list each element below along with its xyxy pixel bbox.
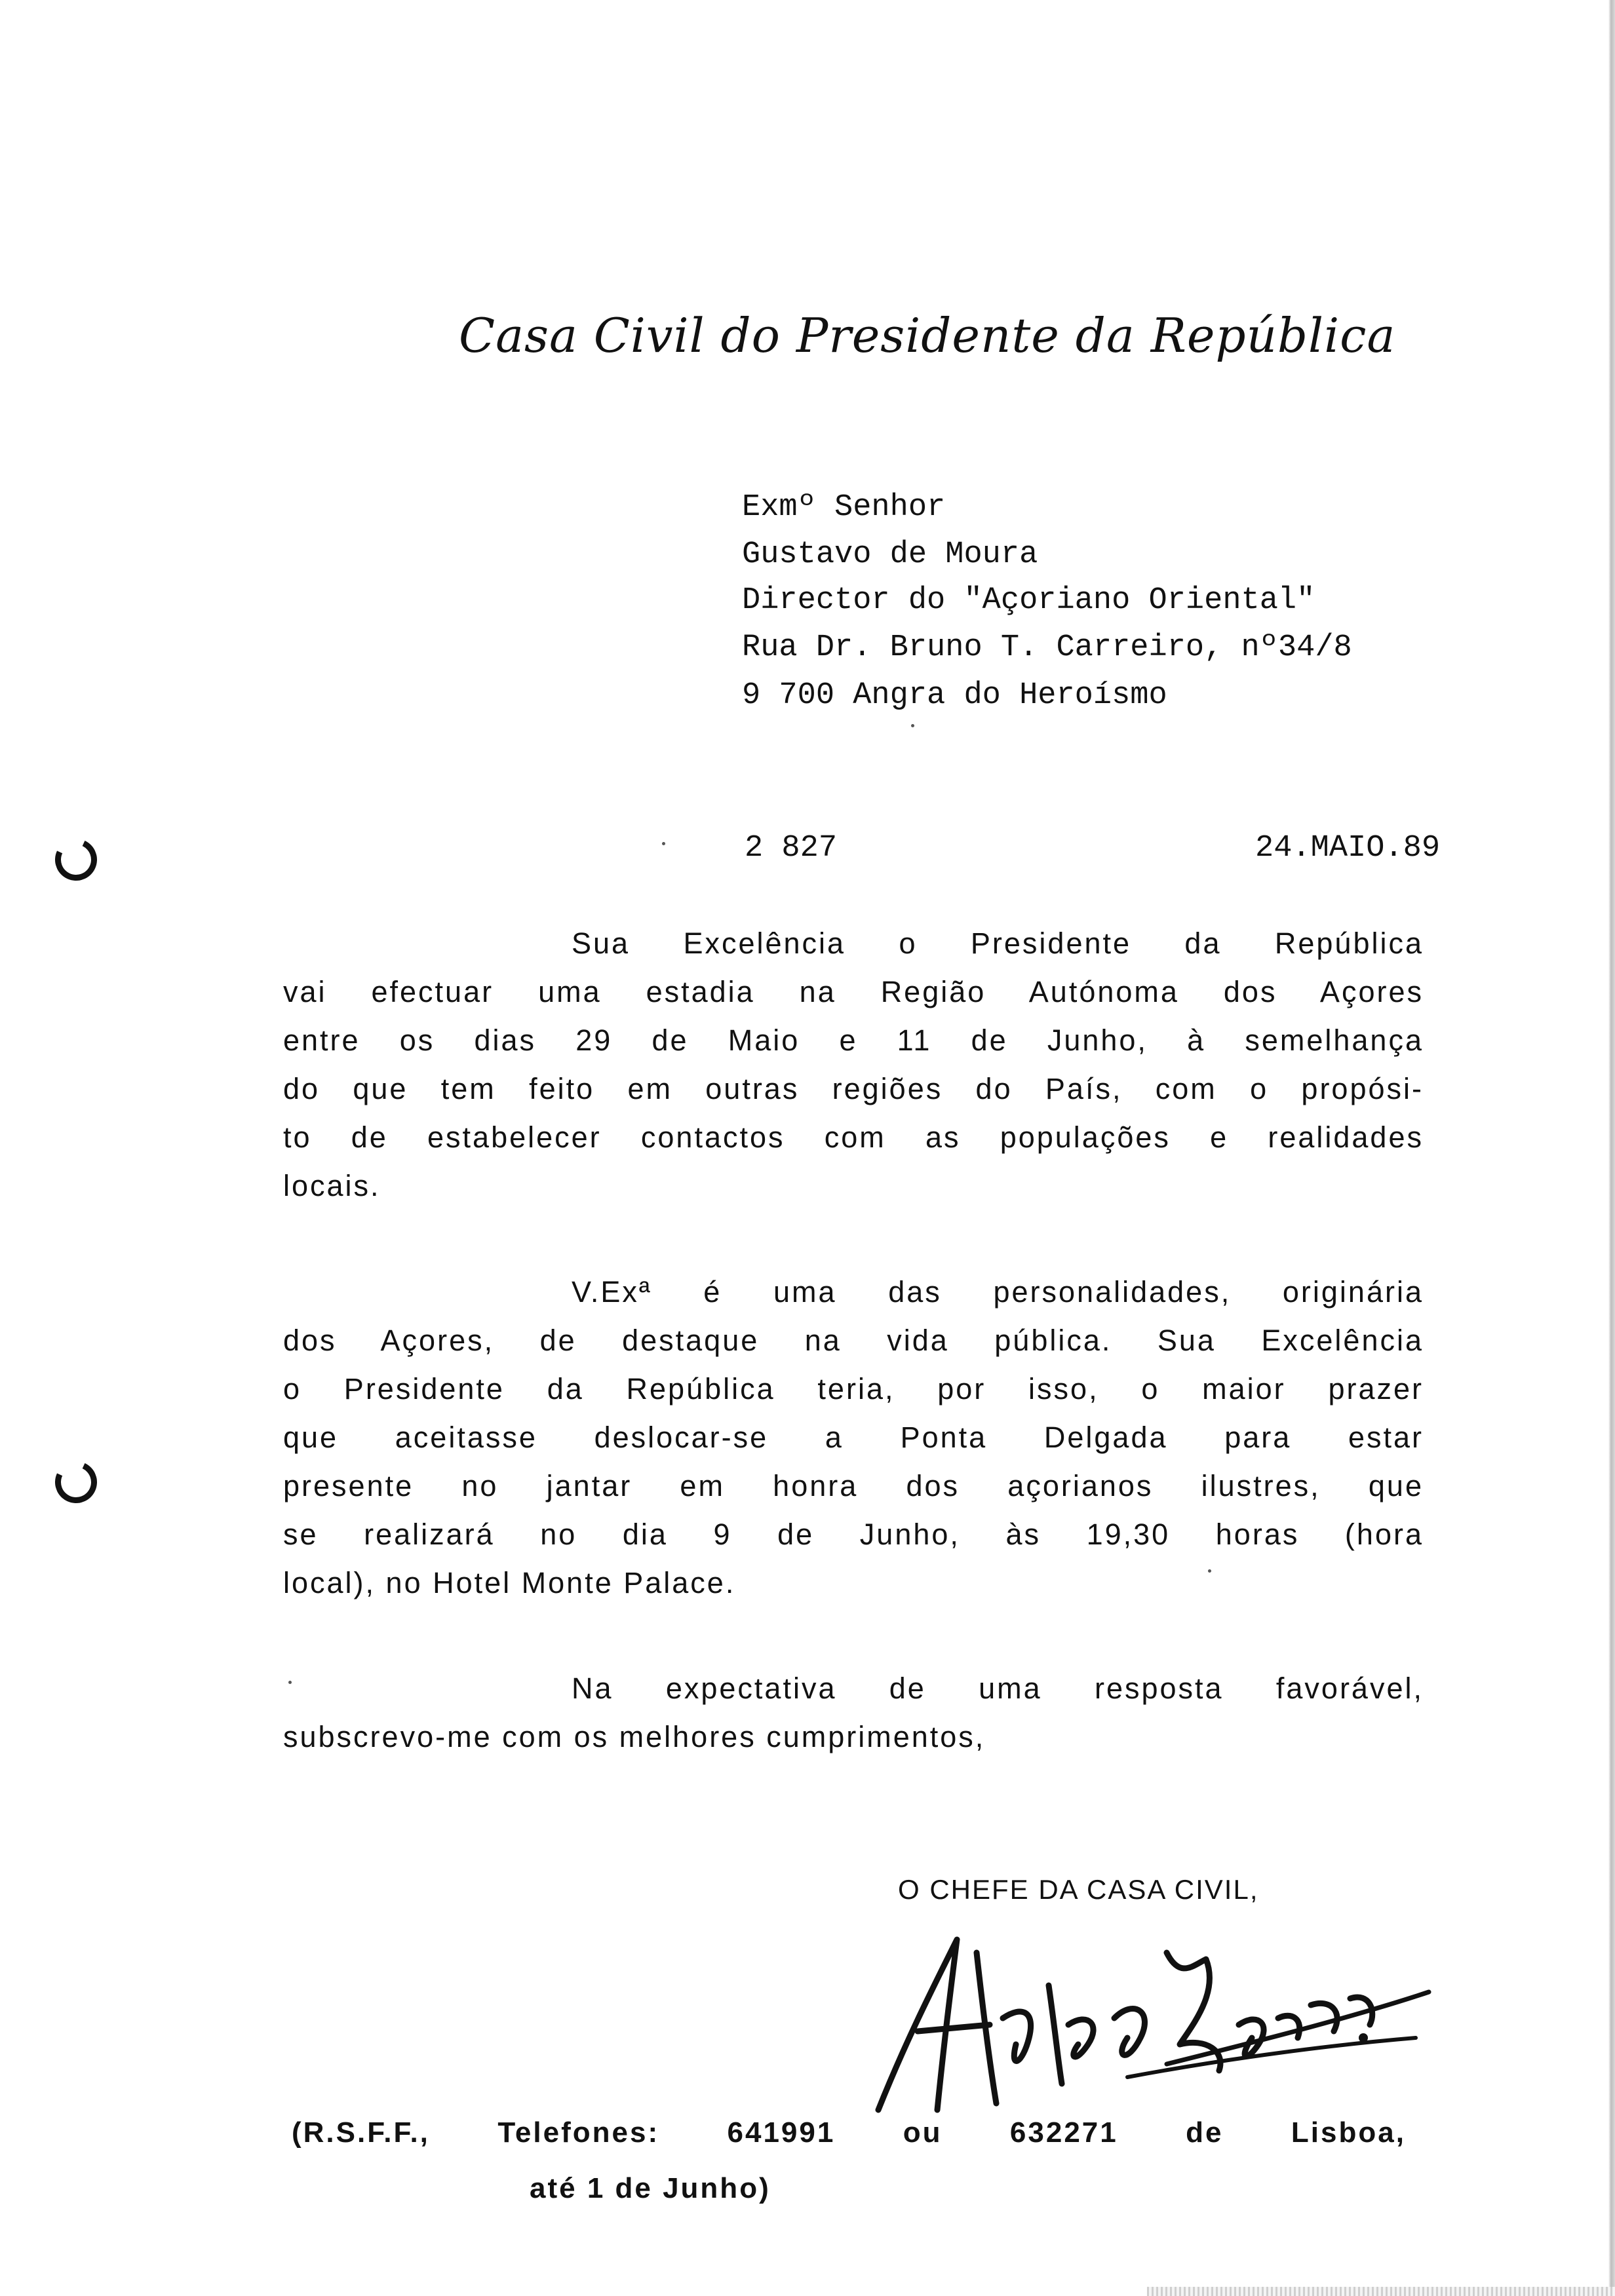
footer-line-1 — [292, 2116, 1406, 2149]
signature — [852, 1913, 1442, 2136]
paragraph-line: subscrevo-me com os melhores cumprimentos, — [283, 1720, 986, 1753]
paragraph-line: se realizará no dia 9 de Junho, às 19,30 horas (hora — [283, 1518, 1424, 1551]
paragraph-line: vai efectuar uma estadia na Região Autónoma dos Açores — [283, 975, 1424, 1008]
paragraph-3 — [283, 1664, 1424, 1761]
scan-noise-strip — [1147, 2287, 1615, 2296]
footer-word: ou — [903, 2116, 943, 2149]
footer-phone-1: 641991 — [727, 2116, 836, 2149]
scan-speck — [288, 1681, 292, 1684]
recipient-title: Director do "Açoriano Oriental" — [742, 583, 1315, 618]
footer-line-2: até 1 de Junho) — [530, 2172, 771, 2204]
letterhead: Casa Civil do Presidente da República — [459, 308, 1396, 363]
punch-hole-top — [49, 833, 103, 887]
reference-number: 2 827 — [745, 831, 838, 866]
recipient-salutation: Exmº Senhor — [742, 490, 946, 525]
footer-contact — [292, 2116, 1406, 2149]
paragraph-line: V.Exª é uma das personalidades, originária — [572, 1275, 1424, 1309]
paragraph-line: presente no jantar em honra dos açorianos ilustres, que — [283, 1469, 1424, 1502]
paragraph-line: que aceitasse deslocar-se a Ponta Delgada para estar — [283, 1421, 1424, 1454]
paragraph-line: dos Açores, de destaque na vida pública. Sua Excelência — [283, 1324, 1424, 1357]
footer-word: Telefones: — [497, 2116, 660, 2149]
paragraph-line: o Presidente da República teria, por isso, o maior prazer — [283, 1372, 1424, 1406]
page-edge-shadow — [1608, 0, 1615, 2296]
paragraph-1 — [283, 919, 1424, 1210]
paragraph-line: Na expectativa de uma resposta favorável, — [572, 1672, 1424, 1705]
paragraph-line: locais. — [283, 1169, 381, 1202]
paragraph-line: entre os dias 29 de Maio e 11 de Junho, à semelhança — [283, 1024, 1424, 1057]
punch-hole-bottom — [49, 1455, 103, 1509]
paragraph-line: Sua Excelência o Presidente da República — [572, 927, 1424, 960]
footer-phone-2: 632271 — [1009, 2116, 1118, 2149]
footer-word: de — [1186, 2116, 1224, 2149]
recipient-city: 9 700 Angra do Heroísmo — [742, 678, 1167, 713]
recipient-street: Rua Dr. Bruno T. Carreiro, nº34/8 — [742, 630, 1352, 665]
paragraph-2 — [283, 1268, 1424, 1607]
paragraph-line: local), no Hotel Monte Palace. — [283, 1566, 736, 1599]
letter-date: 24.MAIO.89 — [1255, 831, 1441, 866]
scan-speck — [662, 842, 665, 845]
paragraph-line: to de estabelecer contactos com as populações e realidades — [283, 1120, 1424, 1154]
paragraph-line: do que tem feito em outras regiões do País, com o propósi- — [283, 1072, 1424, 1105]
scan-speck — [911, 724, 914, 727]
recipient-name: Gustavo de Moura — [742, 537, 1038, 572]
scan-speck — [1208, 1569, 1211, 1573]
closing-title: O CHEFE DA CASA CIVIL, — [898, 1874, 1259, 1905]
footer-word: (R.S.F.F., — [292, 2116, 430, 2149]
footer-word: Lisboa, — [1291, 2116, 1406, 2149]
